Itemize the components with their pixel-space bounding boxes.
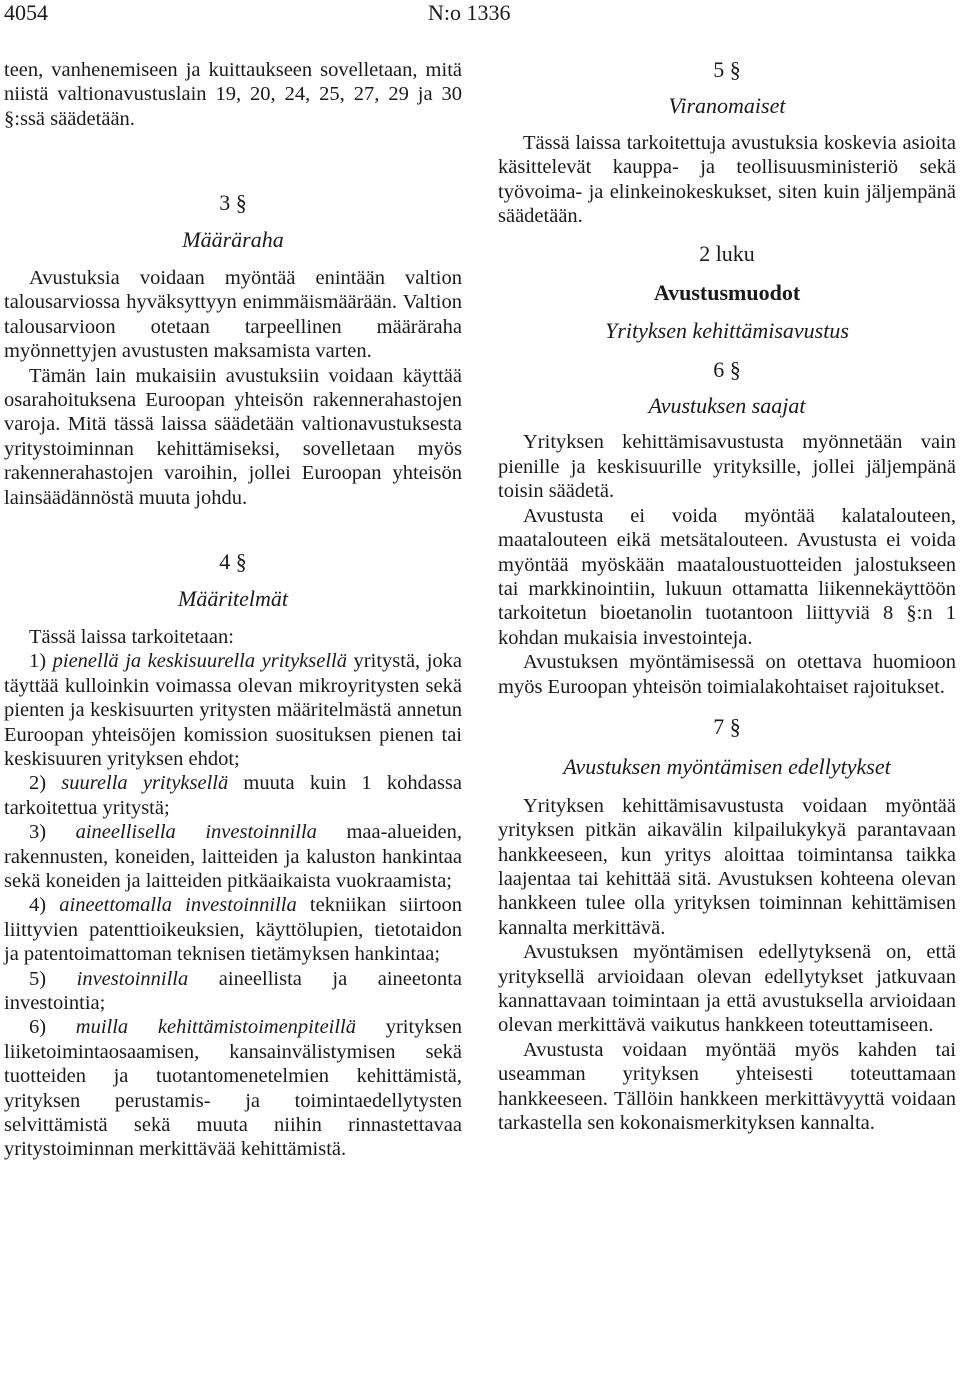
- issue-number: N:o 1336: [428, 0, 511, 25]
- section-7-paragraph-2: Avustuksen myöntämisen edellytyksenä on, että yrityksellä arvioidaan olevan edellytykset jatkuvaan kannattavaan toimintaan ja että avustuksella arvioidaan olevan merkittävä vaikutus hankkeen toteuttamiseen.: [498, 941, 956, 1037]
- subheading: Yrityksen kehittämisavustus: [605, 318, 849, 344]
- section-6-paragraph-1: Yrityksen kehittämisavustusta myönnetään vain pienille ja keskisuurille yrityksille, jollei jäljempänä toisin säädetä.: [498, 431, 956, 503]
- definition-4-term: aineettomalla investoinnilla: [59, 894, 297, 917]
- section-6-number: 6 §: [713, 356, 741, 382]
- section-3-number: 3 §: [219, 190, 247, 216]
- page-number: 4054: [4, 0, 48, 25]
- section-4-title: Määritelmät: [178, 585, 288, 611]
- definition-2-term: suurella yrityksellä: [61, 772, 229, 795]
- definition-6-term: muilla kehittämistoimenpiteillä: [75, 1016, 357, 1039]
- definition-6: 6) muilla kehittämistoimenpiteillä yrityksen liiketoimintaosaamisen, kansainvälistymisen sekä tuotteiden ja tuotantomenetelmien kehittämistä, yrityksen perustamis- ja toimintaedellytysten selvittämistä sekä muuta niihin rinnastettavaa yritystoiminnan merkittävää kehittämistä.: [4, 1016, 463, 1161]
- section-3-paragraph-2: Tämän lain mukaisiin avustuksiin voidaan käyttää osarahoituksena Euroopan yhteisön rakennerahastojen varoja. Mitä tässä laissa säädetään valtionavustuksesta yritystoiminnan kehittämiseksi, sovelletaan myös rakennerahastojen varoihin, jollei Euroopan yhteisön lainsäädännöstä muuta johdu.: [4, 364, 462, 509]
- definition-4: 4) aineettomalla investoinnilla tekniikan siirtoon liittyvien patenttioikeuksien, käyttölupien, tietotaidon ja patentoimattoman teknisen tietämyksen hankintaa;: [4, 894, 462, 966]
- definition-3: 3) aineellisella investoinnilla maa-alueiden, rakennusten, koneiden, laitteiden ja kaluston hankintaa sekä koneiden ja laitteiden pitkäaikaista vuokraamista;: [4, 821, 462, 892]
- definition-5: 5) investoinnilla aineellista ja aineetonta investointia;: [4, 967, 462, 1014]
- section-5-title: Viranomaiset: [668, 93, 786, 119]
- continued-paragraph: teen, vanhenemiseen ja kuittaukseen sovelletaan, mitä niistä valtionavustuslain 19, 20, 24, 25, 27, 29 ja 30 §:ssä säädetään.: [4, 59, 462, 130]
- section-7-title: Avustuksen myöntämisen edellytykset: [563, 754, 891, 780]
- left-column: [4, 58, 462, 1162]
- definition-2: 2) suurella yrityksellä muuta kuin 1 kohdassa tarkoitettua yritystä;: [4, 772, 463, 819]
- section-7-paragraph-1: Yrityksen kehittämisavustusta voidaan myöntää yrityksen pitkän aikavälin kilpailukykyä parantavaan hankkeeseen, kun yritys aloittaa toimintansa taikka laajentaa tai kehittää sitä. Avustuksen kohteena olevan hankkeen tulee olla yrityksen toiminnan kehittämisen kannalta merkittävä.: [498, 794, 956, 939]
- section-4-number: 4 §: [219, 549, 247, 575]
- right-column: [498, 58, 956, 1135]
- section-6-paragraph-2: Avustusta ei voida myöntää kalatalouteen, maatalouteen eikä metsätalouteen. Avustusta ei voida myöntää myöskään maataloustuotteiden jalostukseen tai markkinointiin, lukuun ottamatta liikennekäyttöön tarkoitetun bioetanolin tuotantoon liittyviä 8 §:n 1 kohdan mukaisia investointeja.: [498, 504, 956, 649]
- definition-1: 1) pienellä ja keskisuurella yrityksellä yritystä, joka täyttää kulloinkin voimassa olevan mikroyritysten sekä pienten ja keskisuurten yritysten määritelmästä annetun Euroopan yhteisöjen komission suosituksen pienen tai keskisuuren yrityksen ehdot;: [4, 650, 462, 770]
- page-header: [0, 0, 960, 30]
- section-7-number: 7 §: [713, 713, 741, 739]
- section-3-title: Määräraha: [182, 226, 284, 252]
- definition-3-term: aineellisella investoinnilla: [75, 821, 317, 844]
- section-6-title: Avustuksen saajat: [648, 393, 806, 419]
- section-3-paragraph-1: Avustuksia voidaan myöntää enintään valtion talousarviossa hyväksyttyyn enimmäismäärään. Valtion talousarvioon otetaan tarpeellinen määräraha myönnettyjen avustusten maksamista varten.: [4, 267, 462, 363]
- definition-1-term: pienellä ja keskisuurella yrityksellä: [52, 650, 348, 673]
- section-5-number: 5 §: [713, 57, 741, 82]
- section-7-paragraph-3: Avustusta voidaan myöntää myös kahden tai useamman yrityksen yhteisesti toteuttamaan hankkeeseen. Tällöin hankkeen merkittävyyttä voidaan tarkastella sen kokonaismerkityksen kannalta.: [498, 1038, 956, 1135]
- section-5-paragraph-1: Tässä laissa tarkoitettuja avustuksia koskevia asioita käsittelevät kauppa- ja teollisuusministeriö sekä työvoima- ja elinkeinokeskukset, siten kuin jäljempänä säädetään.: [498, 131, 956, 228]
- section-6-paragraph-3: Avustuksen myöntämisessä on otettava huomioon myös Euroopan yhteisön toimialakohtaiset rajoitukset.: [498, 651, 956, 698]
- chapter-title: Avustusmuodot: [653, 279, 801, 305]
- section-4-intro: Tässä laissa tarkoitetaan:: [29, 625, 234, 648]
- definition-5-term: investoinnilla: [76, 967, 189, 990]
- chapter-number: 2 luku: [699, 241, 755, 267]
